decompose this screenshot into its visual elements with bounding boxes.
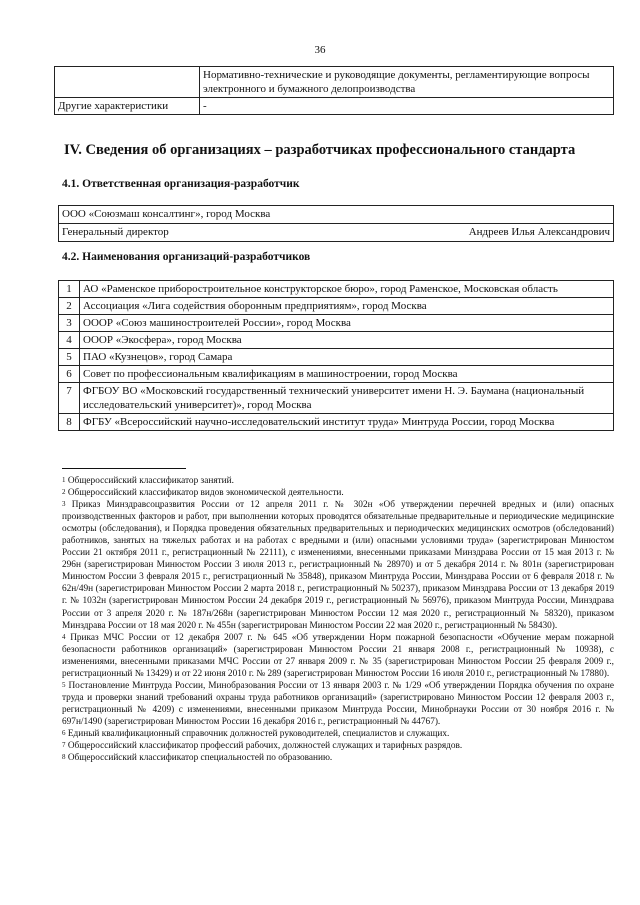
footnote xyxy=(62,475,614,487)
footnote xyxy=(62,487,614,499)
footnote xyxy=(62,680,614,728)
table-cell-label: Другие характеристики xyxy=(55,98,200,115)
footnote-text: Общероссийский классификатор видов экономической деятельности. xyxy=(67,488,344,499)
page-number: 36 xyxy=(314,44,326,56)
footnote-marker: 4 xyxy=(62,632,66,641)
footnote-divider xyxy=(62,468,186,469)
footnotes xyxy=(62,475,614,764)
developer-name: АО «Раменское приборостроительное конструкторское бюро», город Раменское, Московская область xyxy=(80,281,614,298)
row-number: 3 xyxy=(59,315,80,332)
row-number: 2 xyxy=(59,298,80,315)
table-cell-value: - xyxy=(200,98,614,115)
footnote-marker: 8 xyxy=(62,753,66,762)
footnote-text: Приказ Минздравсоцразвития России от 12 апреля 2011 г. № 302н «Об утверждении перечней вредных и (или) опасных производственных факторов и работ, при выполнении которых проводятся обязательные предварительные и периодические медицинские осмотры (обследования), и Порядка проведения обязательных предварительных и периодических медицинских осмотров (обследований) работников, занятых на тяжелых работах и на работах с вредными и (или) опасными условиями труда» (зарегистрирован Минюстом России 21 октября 2011 г., регистрационный № 22111), с изменениями, внесенными приказами Минздрава России от 15 мая 2013 г. № 296н (зарегистрирован Минюстом России 3 июля 2013 г., регистрационный № 28970) и от 5 декабря 2014 г. № 801н (зарегистрирован Минюстом России 3 февраля 2015 г., регистрационный № 35848), приказом Минтруда России, Минздрава России от 6 февраля 2018 г. № 62н/49н (зарегистрирован Минюстом России 2 марта 2018 г., регистрационный № 50237), приказом Минздрава России от 13 декабря 2019 г. № 1032н (зарегистрирован Минюстом России 24 декабря 2019 г., регистрационный № 56976), приказом Минтруда России, Минздрава России от 3 апреля 2020 г. № 187н/268н (зарегистрирован Минюстом России 12 мая 2020 г., регистрационный № 58320), приказом Минздрава России от 18 мая 2020 г. № 455н (зарегистрирован Минюстом России 22 мая 2020 г., регистрационный № 58430). xyxy=(62,500,614,631)
row-number: 7 xyxy=(59,383,80,414)
row-number: 1 xyxy=(59,281,80,298)
footnote-text: Постановление Минтруда России, Минобразования России от 13 января 2003 г. № 1/29 «Об утверждении Порядка обучения по охране труда и проверки знаний требований охраны труда работников организаций» (зарегистрировано Минюстом России 12 февраля 2003 г., регистрационный № 4209) с изменениями, внесенными приказом Минтруда России, Минобрнауки России от 30 ноября 2016 г. № 697н/1490 (зарегистрирован Минюстом России 16 декабря 2016 г., регистрационный № 44767). xyxy=(62,680,614,727)
developer-name: Ассоциация «Лига содействия оборонным предприятиям», город Москва xyxy=(80,298,614,315)
row-number: 4 xyxy=(59,332,80,349)
table-row xyxy=(59,206,614,224)
footnote-text: Приказ МЧС России от 12 декабря 2007 г. № 645 «Об утверждении Норм пожарной безопасности «Обучение мерам пожарной безопасности работников организаций» (зарегистрирован Минюстом России 21 января 2008 г., регистрационный № 10938), с изменениями, внесенными приказами МЧС России от 27 января 2009 г. № 35 (зарегистрирован Минюстом России 25 февраля 2009 г., регистрационный № 13429) и от 22 июня 2010 г. № 289 (зарегистрирован Минюстом России 16 июля 2010 г., регистрационный № 17880). xyxy=(62,632,615,679)
director-position: Генеральный директор xyxy=(62,226,169,238)
footnote-text: Единый квалификационный справочник должностей руководителей, специалистов и служащих. xyxy=(67,728,450,739)
developers-table xyxy=(58,280,614,431)
table-cell-label xyxy=(55,67,200,98)
developer-name: ФГБОУ ВО «Московский государственный технический университет имени Н. Э. Баумана (национальный исследовательский университет)», город Москва xyxy=(80,383,614,414)
table-row xyxy=(59,332,614,349)
developer-name: Совет по профессиональным квалификациям в машиностроении, город Москва xyxy=(80,366,614,383)
table-row xyxy=(59,298,614,315)
table-row xyxy=(59,349,614,366)
row-number: 8 xyxy=(59,414,80,431)
footnote xyxy=(62,632,614,680)
footnote xyxy=(62,728,614,740)
footnote xyxy=(62,499,614,632)
table-cell-value: Нормативно-технические и руководящие документы, регламентирующие вопросы электронного и бумажного делопроизводства xyxy=(200,67,614,98)
table-row xyxy=(59,224,614,242)
footnote-marker: 3 xyxy=(62,500,66,509)
developers-heading: 4.2. Наименования организаций-разработчиков xyxy=(62,251,311,263)
table-row xyxy=(59,366,614,383)
table-row xyxy=(59,383,614,414)
characteristics-table xyxy=(54,66,614,115)
developer-name: ПАО «Кузнецов», город Самара xyxy=(80,349,614,366)
developer-name: ОООР «Союз машиностроителей России», город Москва xyxy=(80,315,614,332)
row-number: 5 xyxy=(59,349,80,366)
responsible-org-name: ООО «Союзмаш консалтинг», город Москва xyxy=(59,206,614,224)
table-row xyxy=(55,67,614,98)
footnote-text: Общероссийский классификатор занятий. xyxy=(67,476,234,486)
table-row xyxy=(55,98,614,115)
director-name: Андреев Илья Александрович xyxy=(468,226,610,238)
footnote xyxy=(62,740,614,752)
footnote-marker: 6 xyxy=(62,728,66,737)
row-number: 6 xyxy=(59,366,80,383)
footnote-text: Общероссийский классификатор специальностей по образованию. xyxy=(67,753,333,764)
table-row xyxy=(59,315,614,332)
footnote xyxy=(62,752,614,764)
footnote-text: Общероссийский классификатор профессий рабочих, должностей служащих и тарифных разрядов. xyxy=(67,741,463,752)
footnote-marker: 2 xyxy=(62,488,66,497)
signatory-cell xyxy=(59,224,614,242)
responsible-org-table xyxy=(58,205,614,242)
section-title: IV. Сведения об организациях – разработчиках профессионального стандарта xyxy=(64,142,576,158)
footnote-marker: 5 xyxy=(62,680,66,689)
footnote-marker: 7 xyxy=(62,741,66,750)
footnote-marker: 1 xyxy=(62,476,66,484)
developer-name: ФГБУ «Всероссийский научно-исследовательский институт труда» Минтруда России, город Москва xyxy=(80,414,614,431)
table-row xyxy=(59,281,614,298)
responsible-org-heading: 4.1. Ответственная организация-разработчик xyxy=(62,178,300,190)
developer-name: ОООР «Экосфера», город Москва xyxy=(80,332,614,349)
table-row xyxy=(59,414,614,431)
